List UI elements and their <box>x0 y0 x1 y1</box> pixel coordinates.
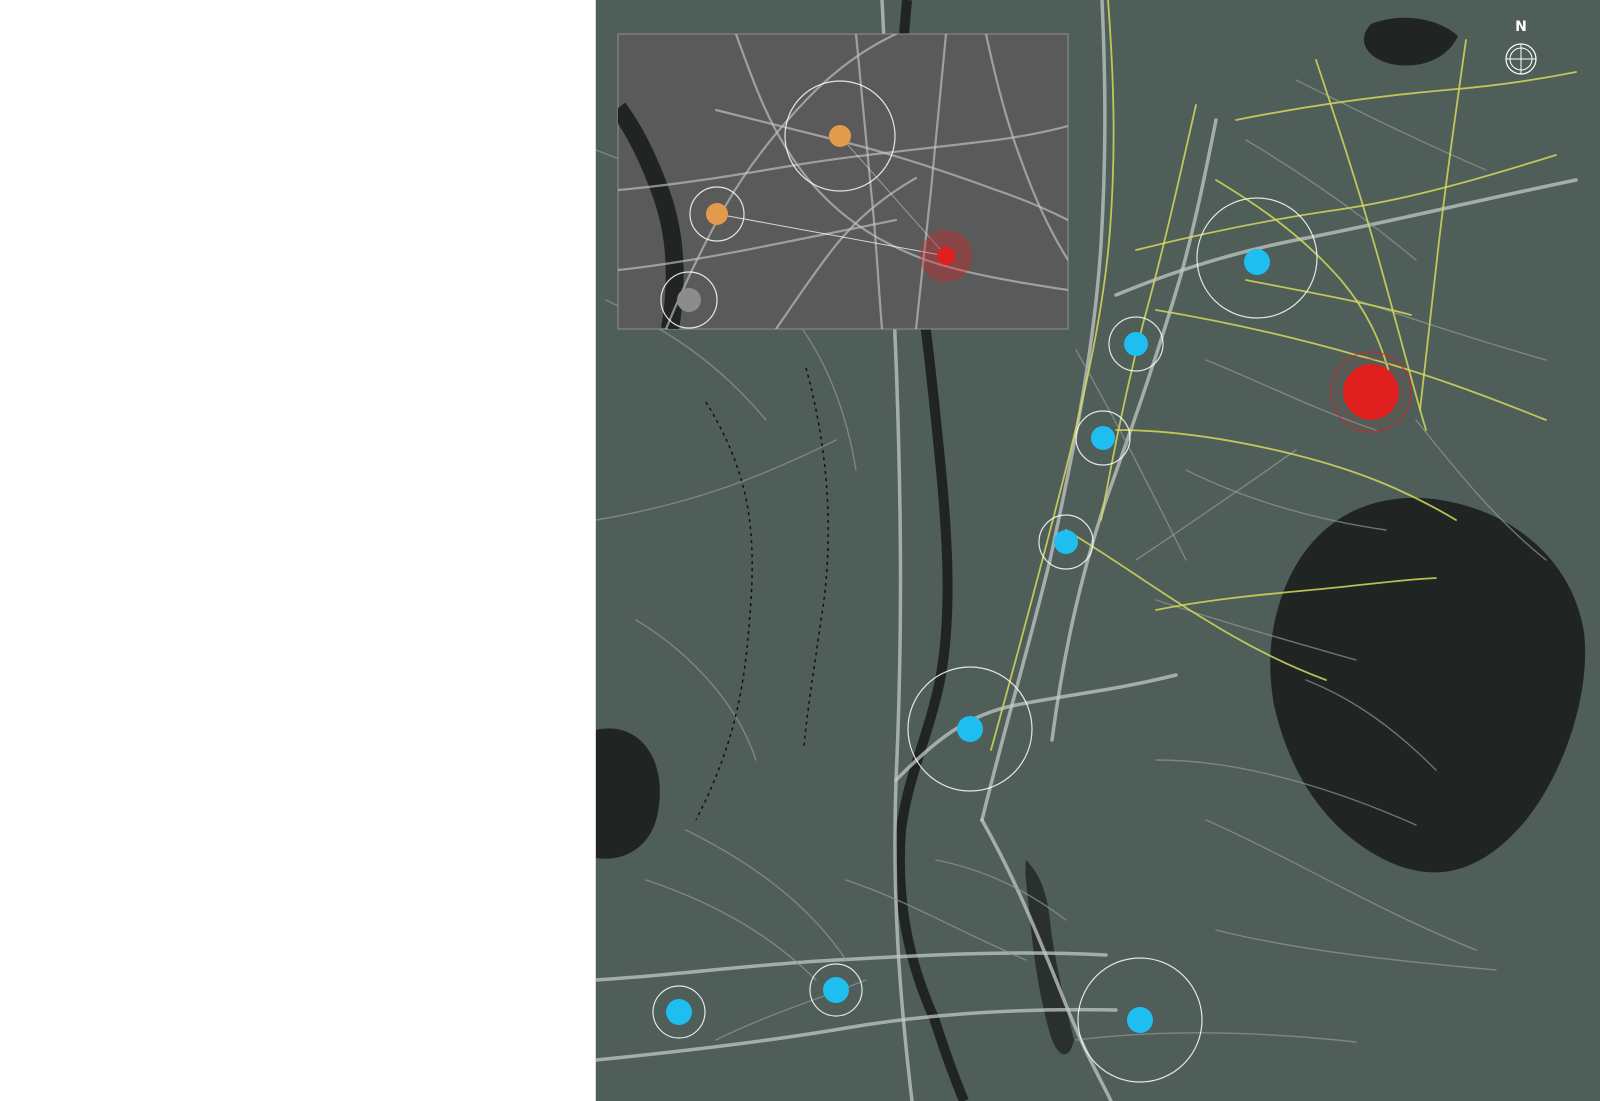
legend-line <box>20 526 577 544</box>
legend-line <box>20 328 577 346</box>
legend-line <box>20 1030 577 1048</box>
legend-line <box>20 166 577 184</box>
inset-radio-marker[interactable] <box>937 247 955 265</box>
district-center-marker[interactable] <box>1127 1007 1153 1033</box>
inset-center-marker[interactable] <box>829 125 851 147</box>
legend-line <box>20 202 577 220</box>
legend-line <box>20 976 577 994</box>
legend-line <box>20 130 577 148</box>
district-center-marker[interactable] <box>957 716 983 742</box>
legend-panel <box>0 0 596 1101</box>
legend-line <box>20 922 577 940</box>
inset-center-marker[interactable] <box>706 203 728 225</box>
legend-lines <box>20 76 577 1101</box>
legend-line <box>20 238 577 256</box>
legend-line <box>20 634 577 652</box>
legend-line <box>20 724 577 742</box>
legend-line <box>20 580 577 598</box>
district-center-marker[interactable] <box>666 999 692 1025</box>
legend-line <box>20 778 577 796</box>
district-center-marker[interactable] <box>823 977 849 1003</box>
legend-line <box>20 796 577 814</box>
legend-line <box>20 598 577 616</box>
legend-line <box>20 490 577 508</box>
legend-line <box>20 364 577 382</box>
legend-line <box>20 832 577 850</box>
legend-line <box>20 652 577 670</box>
legend-line <box>20 94 577 112</box>
inset-map <box>618 34 1068 329</box>
legend-line <box>20 544 577 562</box>
legend-line <box>20 706 577 724</box>
legend-line <box>20 418 577 436</box>
north-label: N <box>1515 19 1527 35</box>
legend-line <box>20 184 577 202</box>
legend-line <box>20 670 577 688</box>
legend-line <box>20 1084 577 1101</box>
legend-line <box>20 256 577 274</box>
legend-line <box>20 1012 577 1030</box>
main-map <box>596 0 1600 1101</box>
legend-line <box>20 562 577 580</box>
district-center-marker[interactable] <box>1244 249 1270 275</box>
district-center-marker[interactable] <box>1054 530 1078 554</box>
legend-line <box>20 994 577 1012</box>
legend-line <box>20 904 577 922</box>
legend-line <box>20 868 577 886</box>
legend-line <box>20 382 577 400</box>
inset-caption <box>616 345 1071 387</box>
legend-line <box>20 1048 577 1066</box>
legend-line <box>20 814 577 832</box>
legend-title <box>20 18 577 64</box>
legend-line <box>20 76 577 94</box>
radio-district-marker[interactable] <box>1343 364 1399 420</box>
legend-line <box>20 886 577 904</box>
legend-line <box>20 940 577 958</box>
district-center-marker[interactable] <box>1124 332 1148 356</box>
legend-line <box>20 958 577 976</box>
legend-line <box>20 400 577 418</box>
legend-line <box>20 616 577 634</box>
legend-line <box>20 220 577 238</box>
legend-line <box>20 112 577 130</box>
legend-line <box>20 346 577 364</box>
legend-line <box>20 292 577 310</box>
legend-line <box>20 850 577 868</box>
map-panel <box>596 0 1600 1101</box>
legend-line <box>20 454 577 472</box>
legend-line <box>20 1066 577 1084</box>
legend-line <box>20 310 577 328</box>
legend-line <box>20 508 577 526</box>
legend-line <box>20 742 577 760</box>
legend-line <box>20 760 577 778</box>
north-arrow-icon <box>1504 42 1538 76</box>
inset-center-marker[interactable] <box>677 288 701 312</box>
legend-line <box>20 436 577 454</box>
legend-line <box>20 472 577 490</box>
legend-line <box>20 688 577 706</box>
legend-line <box>20 274 577 292</box>
district-center-marker[interactable] <box>1091 426 1115 450</box>
legend-line <box>20 148 577 166</box>
